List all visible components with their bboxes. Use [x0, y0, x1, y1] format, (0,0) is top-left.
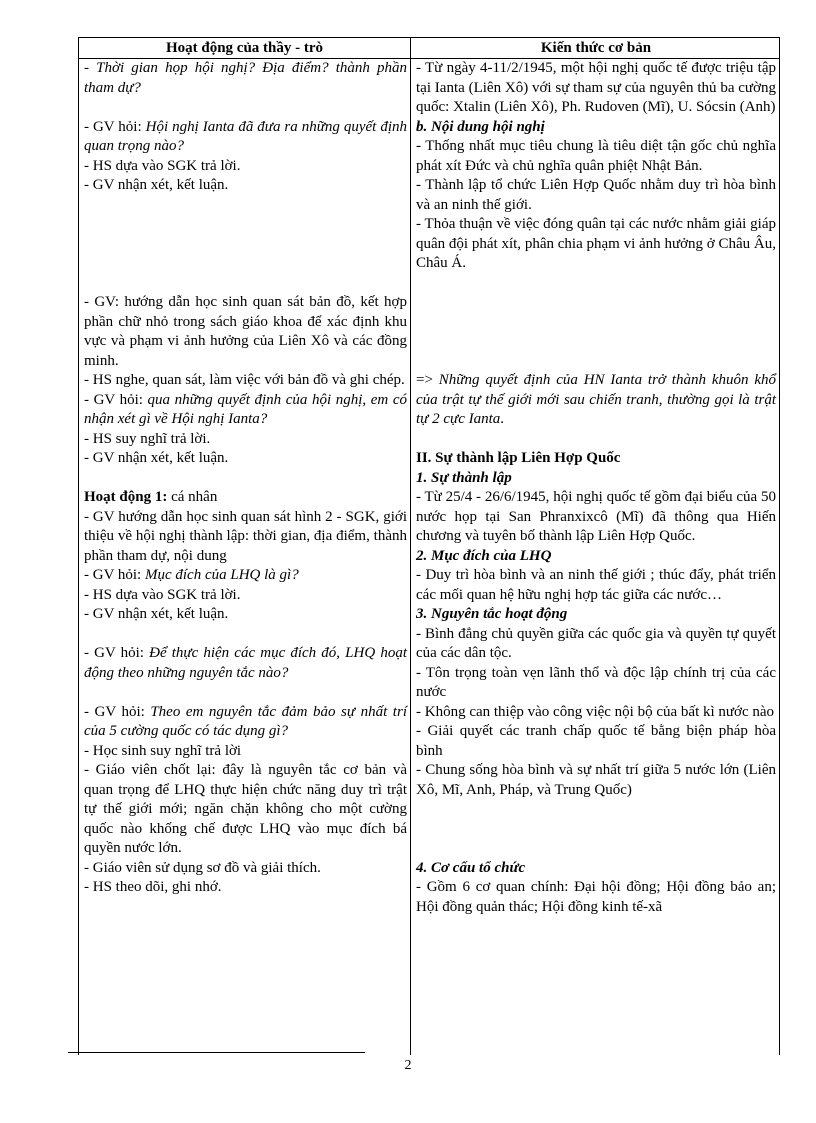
column-divider: [410, 38, 411, 1055]
yalta-conclusion: => Những quyết định của HN Ianta trở thành khuôn khổ của trật tự thế giới mới sau chiến tranh, thường gọi là trật tự 2 cực Ianta.: [416, 372, 776, 427]
content-item: - Thành lập tổ chức Liên Hợp Quốc nhằm duy trì hòa bình và an ninh thế giới.: [416, 177, 776, 213]
teacher-student-column: [84, 59, 407, 898]
teacher-conclusion: - GV nhận xét, kết luận.: [84, 450, 229, 466]
student-answer: - HS dựa vào SGK trả lời.: [84, 157, 241, 174]
subheading-conference-content: b. Nội dung hội nghị: [416, 118, 545, 135]
page-number: 2: [404, 1058, 412, 1073]
principle-item: - Không can thiệp vào công việc nội bộ của bất kì nước nào: [416, 703, 775, 720]
principle-item: - Tôn trọng toàn vẹn lãnh thổ và độc lập chính trị của các nước: [416, 664, 776, 700]
heading-principles: 3. Nguyên tắc hoạt động: [416, 606, 568, 622]
student-answer: - HS dựa vào SGK trả lời.: [84, 586, 241, 603]
question-consensus-effect: - GV hỏi: Theo em nguyên tắc đảm bảo sự nhất trí của 5 cường quốc có tác dụng gì?: [84, 703, 407, 739]
footnote-rule: [68, 1052, 365, 1053]
principle-item: - Giải quyết các tranh chấp quốc tế bằng biện pháp hòa bình: [416, 723, 776, 759]
header-teacher-student: Hoạt động của thầy - trò: [165, 40, 324, 56]
map-guidance: - GV: hướng dẫn học sinh quan sát bản đồ, kết hợp phần chữ nhỏ trong sách giáo khoa để xác định khu vực và phạm vi ảnh hưởng của Liên Xô và các đồng minh.: [84, 294, 407, 369]
student-follow: - HS theo dõi, ghi nhớ.: [84, 879, 222, 895]
content-item: - Thỏa thuận về việc đóng quân tại các nước nhằm giải giáp quân đội phát xít, phân chia phạm vi ảnh hưởng ở Châu Âu, Châu Á.: [416, 216, 776, 271]
activity-guide: - GV hướng dẫn học sinh quan sát hình 2 - SGK, giới thiệu về hội nghị thành lập: thời gian, địa điểm, thành phần tham dự, nội dung: [84, 508, 407, 564]
student-map-work: - HS nghe, quan sát, làm việc với bản đồ và ghi chép.: [84, 372, 405, 388]
question-yalta-decisions: - GV hỏi: Hội nghị Ianta đã đưa ra những quyết định quan trọng nào?: [84, 118, 407, 154]
founding-text: - Từ 25/4 - 26/6/1945, hội nghị quốc tế gồm đại biểu của 50 nước họp tại San Phranxixcô (Mĩ) đã thông qua Hiến chương và tuyên bố thành lập Liên Hợp Quốc.: [416, 489, 776, 544]
principle-item: - Chung sống hòa bình và sự nhất trí giữa 5 nước lớn (Liên Xô, Mĩ, Anh, Pháp, và Trung Quốc): [416, 762, 776, 798]
question-un-purpose: - GV hỏi: Mục đích của LHQ là gì?: [84, 567, 299, 583]
basic-knowledge-column: [416, 59, 776, 917]
question-yalta-assessment: - GV hỏi: qua những quyết định của hội nghị, em có nhận xét gì về Hội nghị Ianta?: [84, 391, 407, 427]
header-basic-knowledge: Kiến thức cơ bản: [540, 40, 652, 56]
heading-founding: 1. Sự thành lập: [416, 469, 512, 486]
heading-purpose: 2. Mục đích của LHQ: [416, 547, 552, 564]
teacher-summary: - Giáo viên chốt lại: đây là nguyên tắc cơ bản và quan trọng để LHQ thực hiện chức năng duy trì trật tự thế giới mới; ngăn chặn không cho một cường quốc nào khống chế được LHQ vào mục đích bá quyền nước lớn.: [84, 762, 407, 856]
student-answer: - HS suy nghĩ trả lời.: [84, 430, 211, 447]
purpose-text: - Duy trì hòa bình và an ninh thế giới ; thúc đẩy, phát triển các mối quan hệ hữu nghị hợp tác giữa các nước…: [416, 567, 776, 603]
student-answer: - Học sinh suy nghĩ trả lời: [84, 742, 242, 759]
heading-structure: 4. Cơ cấu tổ chức: [416, 859, 526, 876]
teacher-conclusion: - GV nhận xét, kết luận.: [84, 177, 229, 193]
content-item: - Thống nhất mục tiêu chung là tiêu diệt tận gốc chủ nghĩa phát xít Đức và chủ nghĩa quân phiệt Nhật Bản.: [416, 138, 776, 174]
principle-item: - Bình đẳng chủ quyền giữa các quốc gia và quyền tự quyết của các dân tộc.: [416, 625, 776, 661]
question-un-principles: - GV hỏi: Để thực hiện các mục đích đó, LHQ hoạt động theo những nguyên tắc nào?: [84, 645, 407, 681]
structure-text: - Gồm 6 cơ quan chính: Đại hội đồng; Hội đồng bảo an; Hội đồng quản thác; Hội đồng kinh tế-xã: [416, 879, 776, 915]
teacher-conclusion: - GV nhận xét, kết luận.: [84, 606, 229, 622]
activity-heading: Hoạt động 1: cá nhân: [84, 489, 218, 505]
question-time-place: - Thời gian họp hội nghị? Địa điểm? thành phần tham dự?: [84, 60, 407, 96]
section-un-founding: II. Sự thành lập Liên Hợp Quốc: [416, 450, 621, 466]
yalta-conference-info: - Từ ngày 4-11/2/1945, một hội nghị quốc tế được triệu tập tại Ianta (Liên Xô) với sự tham sự của nguyên thủ ba cường quốc: Xtalin (Liên Xô), Ph. Rudoven (Mĩ), U. Sócsin (Anh): [416, 60, 776, 115]
lesson-table: [78, 37, 780, 1055]
diagram-explanation: - Giáo viên sử dụng sơ đồ và giải thích.: [84, 859, 321, 876]
